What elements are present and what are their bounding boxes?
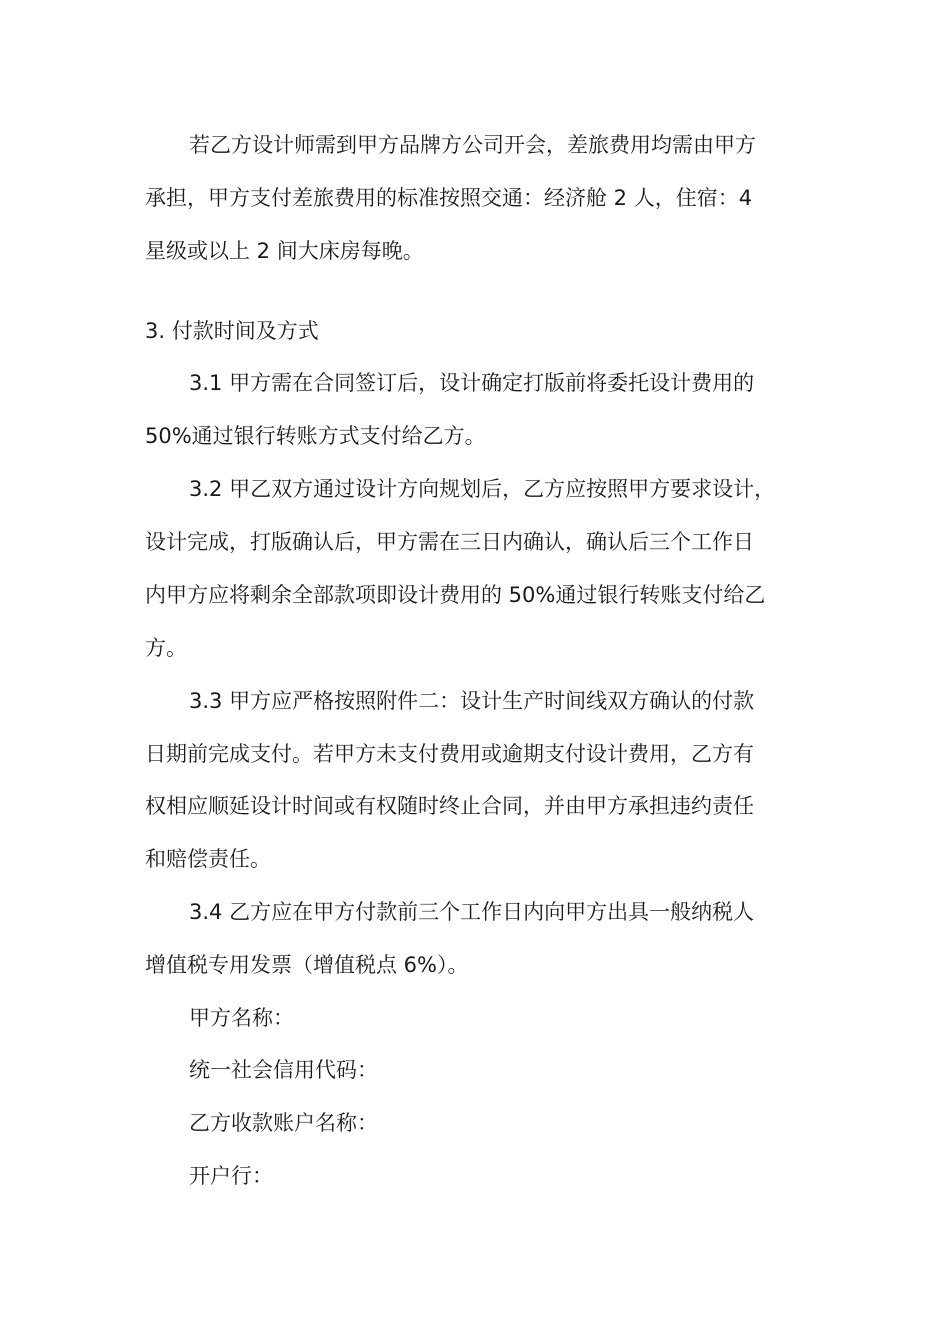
field-party-b-account-name: 乙方收款账户名称： xyxy=(189,1111,378,1135)
travel-line-2: 承担，甲方支付差旅费用的标准按照交通：经济舱 2 人，住宿：4 xyxy=(145,186,753,210)
travel-line-3: 星级或以上 2 间大床房每晚。 xyxy=(145,239,424,263)
clause-3-3-line-4: 和赔偿责任。 xyxy=(145,847,271,871)
clause-3-3-line-1: 3.3 甲方应严格按照附件二：设计生产时间线双方确认的付款 xyxy=(189,689,755,713)
clause-3-2-line-4: 方。 xyxy=(145,636,187,660)
clause-3-1-line-2: 50%通过银行转账方式支付给乙方。 xyxy=(145,424,486,448)
field-party-a-name: 甲方名称： xyxy=(189,1006,294,1030)
clause-3-2-line-1: 3.2 甲乙双方通过设计方向规划后，乙方应按照甲方要求设计， xyxy=(189,477,776,501)
field-credit-code: 统一社会信用代码： xyxy=(189,1058,378,1082)
clause-3-4-line-1: 3.4 乙方应在甲方付款前三个工作日内向甲方出具一般纳税人 xyxy=(189,900,755,924)
field-bank: 开户行： xyxy=(189,1164,273,1188)
travel-line-1: 若乙方设计师需到甲方品牌方公司开会，差旅费用均需由甲方 xyxy=(189,133,756,157)
clause-3-1-line-1: 3.1 甲方需在合同签订后，设计确定打版前将委托设计费用的 xyxy=(189,371,755,395)
clause-3-4-line-2: 增值税专用发票（增值税点 6%）。 xyxy=(145,953,469,977)
section-heading: 3. 付款时间及方式 xyxy=(145,319,319,343)
clause-3-3-line-2: 日期前完成支付。若甲方未支付费用或逾期支付设计费用，乙方有 xyxy=(145,742,754,766)
clause-3-2-line-2: 设计完成，打版确认后，甲方需在三日内确认，确认后三个工作日 xyxy=(145,530,754,554)
clause-3-2-line-3: 内甲方应将剩余全部款项即设计费用的 50%通过银行转账支付给乙 xyxy=(145,583,766,607)
clause-3-3-line-3: 权相应顺延设计时间或有权随时终止合同，并由甲方承担违约责任 xyxy=(145,794,754,818)
